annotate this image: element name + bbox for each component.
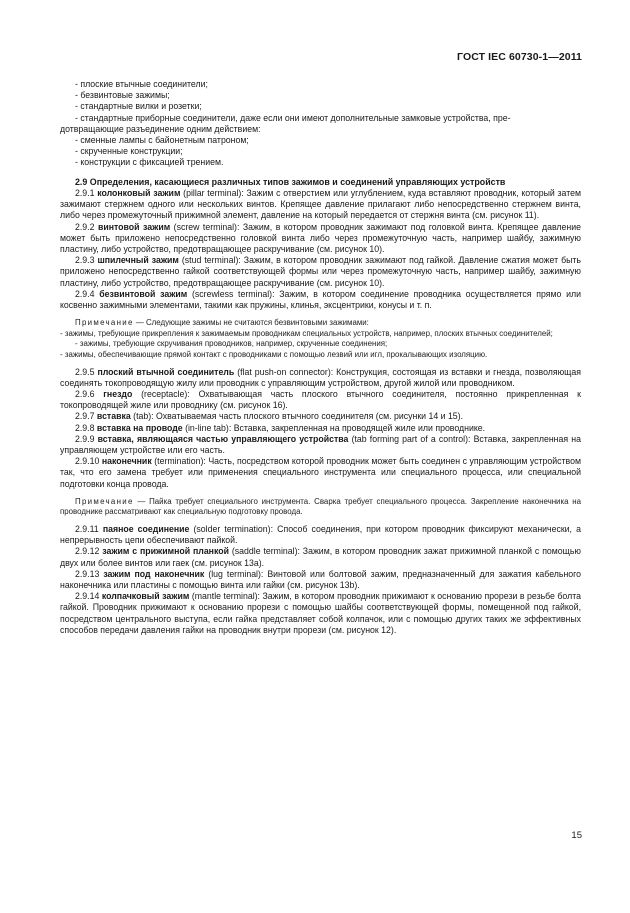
def-text: (solder termination): Способ соединения, при котором проводник фиксируют механически, а непрерывность цепи обеспечивают пайкой. <box>60 523 581 546</box>
def-term: колпачковый зажим <box>101 591 190 602</box>
def-term: винтовой зажим <box>97 221 171 232</box>
definition-2-9-14 <box>60 591 581 636</box>
def-term: гнездо <box>103 388 133 399</box>
def-term: плоский втычной соединитель <box>97 366 235 377</box>
def-text: (mantle terminal): Зажим, в котором проводник прижимают к основанию прорези в резьбе болта гайкой. Проводник прижимают к основанию прорези с помощью шайбы соответствующей формы, помещенной под гайкой, посредством центрального выступа, если гайка представляет собой колпачок, или с помощью других таких же эффективных способов передачи давления гайки на проводник внутри прорези (см. рисунок 12). <box>60 591 581 635</box>
def-number: 2.9.12 <box>75 546 100 557</box>
def-number: 2.9.13 <box>75 568 100 579</box>
def-number: 2.9.4 <box>75 288 95 299</box>
def-text: (tab forming part of a control): Вставка, закрепленная на управляющем устройстве или его часть. <box>60 433 581 455</box>
def-number: 2.9.10 <box>75 456 100 467</box>
definition-2-9-12 <box>60 546 581 568</box>
def-number: 2.9.2 <box>75 221 95 232</box>
def-number: 2.9.5 <box>75 366 95 377</box>
def-term: вставка, являющаяся частью управляющего устройства <box>97 433 349 444</box>
def-number: 2.9.8 <box>75 422 95 433</box>
definition-2-9-6 <box>60 389 581 411</box>
definition-2-9-13 <box>60 569 581 591</box>
def-term: наконечник <box>101 456 152 467</box>
note-text: — Следующие зажимы не считаются безвинтовыми зажимами: <box>133 318 369 328</box>
note-block <box>60 318 581 329</box>
def-term: зажим с прижимной планкой <box>102 546 229 557</box>
list-item: - стандартные приборные соединители, даже если они имеют дополнительные замковые устройства, пре- <box>75 112 511 123</box>
def-number: 2.9.11 <box>75 523 99 534</box>
def-number: 2.9.14 <box>75 591 100 602</box>
def-text: (screw terminal): Зажим, в котором проводник зажимают под головкой винта. Крепящее давление может быть приложено непосредственно головкой винта либо через промежуточную часть, например шайбу, зажимную пластину, либо устройство, предотвращающее раскручивание (см. рисунок 10). <box>60 221 581 254</box>
page-number: 15 <box>571 830 582 841</box>
def-text: (receptacle): Охватывающая часть плоского втычного соединителя, постоянно прикрепленная к токопроводящей жиле или проводнику (см. рисунок 16). <box>60 388 582 411</box>
definition-2-9-1 <box>60 188 581 222</box>
def-number: 2.9.7 <box>75 411 95 422</box>
definition-2-9-5 <box>60 367 581 389</box>
definition-2-9-3 <box>60 255 581 289</box>
def-text: (screwless terminal): Зажим, в котором соединение проводника осуществляется прямо или косвенно зажимными элементами, такими как пружины, клинья, эксцентрики, конусы и т. п. <box>60 288 582 310</box>
def-term: вставка <box>96 411 131 422</box>
note-block <box>60 497 581 518</box>
def-text: (termination): Часть, посредством которой проводник может быть соединен с управляющим устройством так, что его замена требует или применения специального инструмента или специального процесса, или специальной подготовки конца провода. <box>60 456 581 489</box>
note-item: - зажимы, обеспечивающие прямой контакт с проводниками с помощью лезвий или игл, прокалывающих изоляцию. <box>60 349 488 359</box>
def-term: паяное соединение <box>102 523 190 534</box>
note-label: Примечание <box>75 318 134 328</box>
def-number: 2.9.3 <box>75 255 95 266</box>
section-title: 2.9 Определения, касающиеся различных типов зажимов и соединений управляющих устройств <box>75 176 506 187</box>
def-text: (saddle terminal): Зажим, в котором проводник зажат прижимной планкой с помощью двух или более винтов или гаек (см. рисунок 13а). <box>60 546 581 568</box>
list-item-continuation: дотвращающие разъединение одним действием: <box>60 123 261 134</box>
note-text: — Пайка требует специального инструмента. Сварка требует специального процесса. Закрепление наконечника на проводнике рассматривают как специальную подготовку провода. <box>60 496 581 517</box>
note-item: - зажимы, требующие скручивания проводников, например, скрученные соединения; <box>75 339 388 349</box>
def-term: шпилечный зажим <box>97 255 179 266</box>
definition-2-9-7 <box>60 411 581 422</box>
definition-2-9-10 <box>60 456 581 490</box>
def-text: (stud terminal): Зажим, в котором проводник зажимают под гайкой. Давление сжатия может быть приложено непосредственно гайкой соответствующей формы или через промежуточную часть, например шайбу, зажимную пластину, либо устройство, предотвращающее раскручивание (см. рисунок 10). <box>60 255 581 288</box>
def-text: (flat push-on connector): Конструкция, состоящая из вставки и гнезда, позволяющая соединять токопроводящую жилу или проводник с управляющим устройством, другой жилой или проводником. <box>60 366 581 388</box>
list-item: - скрученные конструкции; <box>75 146 183 157</box>
page-content <box>60 79 581 636</box>
note-label: Примечание <box>75 496 134 506</box>
list-item: - сменные лампы с байонетным патроном; <box>75 135 249 146</box>
definition-2-9-2 <box>60 222 581 256</box>
def-text: (in-line tab): Вставка, закрепленная на проводящей жиле или проводнике. <box>185 422 486 433</box>
definition-2-9-9 <box>60 434 581 456</box>
standard-header: ГОСТ IEC 60730-1—2011 <box>457 51 582 63</box>
def-text: (pillar terminal): Зажим с отверстием или углублением, куда вставляют проводник, который затем зажимают стержнем одного или нескольких винтов. Крепящее давление прилагают либо непосредственно стержнем винта, либо через промежуточный прижимной элемент, давление на который передается от стержня винта (см. рисунок 11). <box>60 187 582 221</box>
list-item: - конструкции с фиксацией трением. <box>75 157 224 168</box>
list-item: - стандартные вилки и розетки; <box>75 101 202 112</box>
definition-2-9-8 <box>60 423 581 434</box>
def-term: вставка на проводе <box>96 422 183 433</box>
def-term: колонковый зажим <box>97 187 181 198</box>
list-item: - безвинтовые зажимы; <box>75 90 170 101</box>
def-term: зажим под наконечник <box>103 568 205 579</box>
def-text: (lug terminal): Винтовой или болтовой зажим, предназначенный для зажатия кабельного наконечника или пластины с помощью винта или гайки (см. рисунок 13b). <box>60 568 582 590</box>
def-number: 2.9.6 <box>75 388 95 399</box>
note-item: - зажимы, требующие прикрепления к зажимаемым проводникам специальных устройств, например, плоских втычных соединителей; <box>60 328 553 338</box>
def-term: безвинтовой зажим <box>99 288 188 299</box>
def-number: 2.9.9 <box>75 433 95 444</box>
definition-2-9-11 <box>60 524 581 546</box>
def-number: 2.9.1 <box>75 187 95 198</box>
definition-2-9-4 <box>60 289 581 311</box>
def-text: (tab): Охватываемая часть плоского втычного соединителя (см. рисунки 14 и 15). <box>133 411 464 422</box>
list-item: - плоские втычные соединители; <box>75 79 208 89</box>
